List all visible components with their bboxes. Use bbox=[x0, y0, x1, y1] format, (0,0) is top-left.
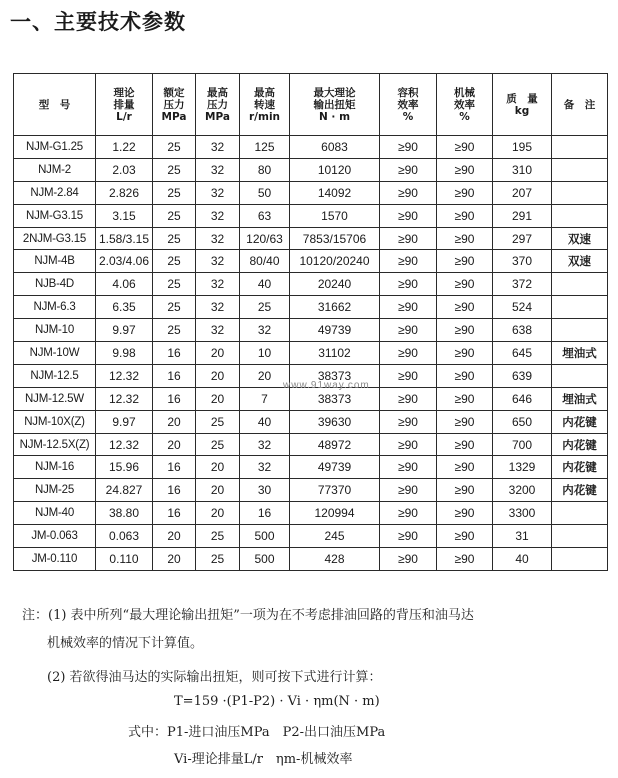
table-cell: 370 bbox=[493, 250, 552, 273]
table-cell: 3300 bbox=[493, 502, 552, 525]
table-cell: 25 bbox=[196, 433, 240, 456]
table-cell: 20 bbox=[196, 342, 240, 365]
table-cell: ≥90 bbox=[437, 364, 493, 387]
table-cell: ≥90 bbox=[380, 525, 437, 548]
table-cell: 40 bbox=[493, 548, 552, 571]
table-cell: ≥90 bbox=[380, 548, 437, 571]
remark-cell bbox=[552, 548, 608, 571]
formula: T=159 ·(P1-P2) · Vi · ηm(N · m) bbox=[174, 694, 380, 709]
table-row bbox=[14, 525, 608, 548]
model-cell: 2NJM-G3.15 bbox=[14, 227, 96, 250]
model-cell: NJM-G1.25 bbox=[14, 136, 96, 159]
table-cell: 310 bbox=[493, 158, 552, 181]
table-cell: 50 bbox=[240, 181, 290, 204]
table-cell: 16 bbox=[153, 479, 196, 502]
table-cell: 16 bbox=[153, 387, 196, 410]
table-cell: 7853/15706 bbox=[290, 227, 380, 250]
table-cell: ≥90 bbox=[380, 158, 437, 181]
model-cell: NJM-4B bbox=[14, 250, 96, 273]
table-cell: 25 bbox=[196, 525, 240, 548]
table-cell: 38373 bbox=[290, 364, 380, 387]
table-cell: 20 bbox=[153, 433, 196, 456]
table-cell: 32 bbox=[240, 433, 290, 456]
table-row bbox=[14, 181, 608, 204]
table-cell: ≥90 bbox=[437, 250, 493, 273]
table-cell: 25 bbox=[153, 296, 196, 319]
model-cell: NJM-G3.15 bbox=[14, 204, 96, 227]
table-cell: 38373 bbox=[290, 387, 380, 410]
model-cell: NJM-10X(Z) bbox=[14, 410, 96, 433]
remark-cell: 双速 bbox=[552, 250, 608, 273]
table-cell: 6083 bbox=[290, 136, 380, 159]
table-cell: 10 bbox=[240, 342, 290, 365]
table-cell: 32 bbox=[196, 204, 240, 227]
table-cell: 20 bbox=[196, 502, 240, 525]
table-cell: 245 bbox=[290, 525, 380, 548]
table-row bbox=[14, 227, 608, 250]
table-cell: ≥90 bbox=[380, 227, 437, 250]
table-cell: 32 bbox=[196, 273, 240, 296]
table-row bbox=[14, 502, 608, 525]
table-cell: ≥90 bbox=[380, 433, 437, 456]
table-cell: 25 bbox=[153, 227, 196, 250]
remark-cell: 内花键 bbox=[552, 479, 608, 502]
table-cell: 32 bbox=[196, 158, 240, 181]
table-row bbox=[14, 319, 608, 342]
table-cell: 25 bbox=[153, 204, 196, 227]
model-cell: NJM-10W bbox=[14, 342, 96, 365]
table-cell: 32 bbox=[196, 319, 240, 342]
table-cell: 195 bbox=[493, 136, 552, 159]
model-cell: NJB-4D bbox=[14, 273, 96, 296]
column-header: 额定 压力 MPa bbox=[153, 74, 196, 136]
table-cell: 20 bbox=[240, 364, 290, 387]
table-cell: 32 bbox=[196, 136, 240, 159]
table-cell: 291 bbox=[493, 204, 552, 227]
table-cell: ≥90 bbox=[437, 204, 493, 227]
remark-cell bbox=[552, 204, 608, 227]
table-cell: 125 bbox=[240, 136, 290, 159]
table-cell: 49739 bbox=[290, 456, 380, 479]
table-cell: 25 bbox=[153, 181, 196, 204]
table-cell: 32 bbox=[240, 319, 290, 342]
model-cell: NJM-10 bbox=[14, 319, 96, 342]
column-header: 型 号 bbox=[14, 74, 96, 136]
table-cell: 77370 bbox=[290, 479, 380, 502]
table-cell: 20 bbox=[153, 548, 196, 571]
table-cell: 20 bbox=[196, 387, 240, 410]
remark-cell: 内花键 bbox=[552, 410, 608, 433]
table-cell: 39630 bbox=[290, 410, 380, 433]
table-cell: 31662 bbox=[290, 296, 380, 319]
table-cell: 32 bbox=[240, 456, 290, 479]
table-cell: ≥90 bbox=[437, 433, 493, 456]
table-cell: ≥90 bbox=[380, 250, 437, 273]
model-cell: NJM-16 bbox=[14, 456, 96, 479]
column-header: 理论 排量 L/r bbox=[96, 74, 153, 136]
table-cell: 1570 bbox=[290, 204, 380, 227]
table-cell: ≥90 bbox=[437, 548, 493, 571]
table-cell: ≥90 bbox=[437, 296, 493, 319]
remark-cell: 双速 bbox=[552, 227, 608, 250]
table-cell: 3.15 bbox=[96, 204, 153, 227]
table-cell: ≥90 bbox=[437, 479, 493, 502]
table-cell: 12.32 bbox=[96, 433, 153, 456]
table-cell: 40 bbox=[240, 410, 290, 433]
table-cell: 3200 bbox=[493, 479, 552, 502]
table-cell: 638 bbox=[493, 319, 552, 342]
table-cell: 25 bbox=[240, 296, 290, 319]
table-row bbox=[14, 296, 608, 319]
table-row bbox=[14, 548, 608, 571]
table-row bbox=[14, 342, 608, 365]
table-cell: 2.03/4.06 bbox=[96, 250, 153, 273]
table-cell: 25 bbox=[153, 319, 196, 342]
remark-cell: 埋油式 bbox=[552, 387, 608, 410]
table-body bbox=[14, 136, 608, 571]
table-cell: 25 bbox=[153, 136, 196, 159]
model-cell: NJM-6.3 bbox=[14, 296, 96, 319]
table-cell: 32 bbox=[196, 296, 240, 319]
table-header-row bbox=[14, 74, 608, 136]
column-header: 备 注 bbox=[552, 74, 608, 136]
table-row bbox=[14, 250, 608, 273]
table-cell: 63 bbox=[240, 204, 290, 227]
table-cell: 49739 bbox=[290, 319, 380, 342]
table-cell: 700 bbox=[493, 433, 552, 456]
formula-where-line-1: 式中：P1-进口油压MPa P2-出口油压MPa bbox=[128, 725, 386, 740]
table-cell: 0.110 bbox=[96, 548, 153, 571]
column-header: 最高 压力 MPa bbox=[196, 74, 240, 136]
table-cell: 30 bbox=[240, 479, 290, 502]
table-cell: 16 bbox=[153, 502, 196, 525]
remark-cell bbox=[552, 158, 608, 181]
table-row bbox=[14, 158, 608, 181]
table-cell: 9.98 bbox=[96, 342, 153, 365]
table-cell: ≥90 bbox=[380, 181, 437, 204]
table-row bbox=[14, 136, 608, 159]
table-cell: ≥90 bbox=[380, 479, 437, 502]
table-cell: ≥90 bbox=[437, 319, 493, 342]
model-cell: JM-0.063 bbox=[14, 525, 96, 548]
table-row bbox=[14, 410, 608, 433]
table-cell: 15.96 bbox=[96, 456, 153, 479]
remark-cell: 埋油式 bbox=[552, 342, 608, 365]
table-cell: 10120/20240 bbox=[290, 250, 380, 273]
table-cell: 25 bbox=[153, 158, 196, 181]
table-cell: 4.06 bbox=[96, 273, 153, 296]
table-cell: 20240 bbox=[290, 273, 380, 296]
table-cell: ≥90 bbox=[380, 136, 437, 159]
table-cell: ≥90 bbox=[380, 319, 437, 342]
table-cell: 38.80 bbox=[96, 502, 153, 525]
remark-cell bbox=[552, 525, 608, 548]
table-cell: 20 bbox=[196, 479, 240, 502]
column-header: 最高 转速 r/min bbox=[240, 74, 290, 136]
table-cell: 6.35 bbox=[96, 296, 153, 319]
model-cell: NJM-12.5X(Z) bbox=[14, 433, 96, 456]
model-cell: NJM-12.5 bbox=[14, 364, 96, 387]
remark-cell bbox=[552, 181, 608, 204]
table-row bbox=[14, 456, 608, 479]
table-cell: ≥90 bbox=[437, 456, 493, 479]
table-cell: ≥90 bbox=[437, 502, 493, 525]
table-cell: 16 bbox=[153, 364, 196, 387]
table-cell: 645 bbox=[493, 342, 552, 365]
note-1-line-1: 注：(1) 表中所列“最大理论输出扭矩”一项为在不考虑排油回路的背压和油马达 bbox=[22, 608, 474, 623]
table-cell: ≥90 bbox=[437, 387, 493, 410]
table-cell: 207 bbox=[493, 181, 552, 204]
table-cell: 48972 bbox=[290, 433, 380, 456]
model-cell: JM-0.110 bbox=[14, 548, 96, 571]
column-header: 质 量 kg bbox=[493, 74, 552, 136]
table-cell: 16 bbox=[153, 342, 196, 365]
formula-where-line-2: Vi-理论排量L/r ηm-机械效率 bbox=[174, 752, 353, 767]
table-cell: 40 bbox=[240, 273, 290, 296]
table-cell: ≥90 bbox=[437, 525, 493, 548]
table-cell: 32 bbox=[196, 181, 240, 204]
table-cell: ≥90 bbox=[380, 502, 437, 525]
table-cell: 9.97 bbox=[96, 319, 153, 342]
table-cell: 20 bbox=[196, 364, 240, 387]
table-cell: 500 bbox=[240, 548, 290, 571]
model-cell: NJM-40 bbox=[14, 502, 96, 525]
table-cell: 0.063 bbox=[96, 525, 153, 548]
table-cell: 2.826 bbox=[96, 181, 153, 204]
table-cell: 16 bbox=[153, 456, 196, 479]
table-cell: ≥90 bbox=[437, 410, 493, 433]
table-cell: 24.827 bbox=[96, 479, 153, 502]
table-cell: 372 bbox=[493, 273, 552, 296]
model-cell: NJM-12.5W bbox=[14, 387, 96, 410]
table-row bbox=[14, 479, 608, 502]
column-header: 机械 效率 % bbox=[437, 74, 493, 136]
table-cell: 428 bbox=[290, 548, 380, 571]
table-cell: 32 bbox=[196, 227, 240, 250]
table-cell: 120994 bbox=[290, 502, 380, 525]
column-header: 容积 效率 % bbox=[380, 74, 437, 136]
note-1-line-2: 机械效率的情况下计算值。 bbox=[47, 636, 204, 651]
table-cell: 12.32 bbox=[96, 387, 153, 410]
table-cell: 16 bbox=[240, 502, 290, 525]
table-row bbox=[14, 204, 608, 227]
model-cell: NJM-2 bbox=[14, 158, 96, 181]
table-cell: ≥90 bbox=[380, 387, 437, 410]
model-cell: NJM-2.84 bbox=[14, 181, 96, 204]
table-cell: 12.32 bbox=[96, 364, 153, 387]
table-cell: 25 bbox=[153, 273, 196, 296]
column-header: 最大理论 输出扭矩 N · m bbox=[290, 74, 380, 136]
section-title: 一、主要技术参数 bbox=[10, 10, 186, 34]
table-cell: 120/63 bbox=[240, 227, 290, 250]
watermark: www.91way.com bbox=[283, 380, 370, 391]
remark-cell bbox=[552, 273, 608, 296]
table-cell: 2.03 bbox=[96, 158, 153, 181]
table-cell: ≥90 bbox=[437, 136, 493, 159]
table-cell: ≥90 bbox=[437, 342, 493, 365]
table-row bbox=[14, 433, 608, 456]
table-cell: 646 bbox=[493, 387, 552, 410]
table-cell: 1329 bbox=[493, 456, 552, 479]
table-cell: 80/40 bbox=[240, 250, 290, 273]
table-cell: 32 bbox=[196, 250, 240, 273]
model-cell: NJM-25 bbox=[14, 479, 96, 502]
table-cell: 650 bbox=[493, 410, 552, 433]
table-cell: ≥90 bbox=[380, 410, 437, 433]
remark-cell bbox=[552, 502, 608, 525]
table-cell: 31 bbox=[493, 525, 552, 548]
table-cell: ≥90 bbox=[380, 456, 437, 479]
remark-cell: 内花键 bbox=[552, 456, 608, 479]
table-cell: 10120 bbox=[290, 158, 380, 181]
table-cell: 7 bbox=[240, 387, 290, 410]
table-cell: 9.97 bbox=[96, 410, 153, 433]
table-cell: 297 bbox=[493, 227, 552, 250]
table-cell: ≥90 bbox=[380, 296, 437, 319]
table-cell: 639 bbox=[493, 364, 552, 387]
remark-cell: 内花键 bbox=[552, 433, 608, 456]
table-cell: ≥90 bbox=[437, 227, 493, 250]
table-cell: 25 bbox=[196, 548, 240, 571]
table-cell: ≥90 bbox=[380, 204, 437, 227]
table-cell: 20 bbox=[153, 525, 196, 548]
remark-cell bbox=[552, 136, 608, 159]
table-cell: ≥90 bbox=[380, 364, 437, 387]
technical-parameters-table bbox=[13, 73, 608, 571]
table-cell: 1.58/3.15 bbox=[96, 227, 153, 250]
table-cell: 25 bbox=[153, 250, 196, 273]
table-cell: ≥90 bbox=[380, 342, 437, 365]
table-cell: 500 bbox=[240, 525, 290, 548]
table-cell: 14092 bbox=[290, 181, 380, 204]
table-cell: 31102 bbox=[290, 342, 380, 365]
table-cell: 25 bbox=[196, 410, 240, 433]
table-cell: ≥90 bbox=[437, 181, 493, 204]
remark-cell bbox=[552, 319, 608, 342]
note-2-line-1: (2) 若欲得油马达的实际输出扭矩，则可按下式进行计算： bbox=[47, 670, 382, 685]
remark-cell bbox=[552, 296, 608, 319]
table-cell: 1.22 bbox=[96, 136, 153, 159]
table-cell: 80 bbox=[240, 158, 290, 181]
table-cell: ≥90 bbox=[380, 273, 437, 296]
table-cell: 20 bbox=[153, 410, 196, 433]
table-cell: ≥90 bbox=[437, 158, 493, 181]
table-cell: 524 bbox=[493, 296, 552, 319]
table-cell: ≥90 bbox=[437, 273, 493, 296]
table-row bbox=[14, 273, 608, 296]
table-cell: 20 bbox=[196, 456, 240, 479]
remark-cell bbox=[552, 364, 608, 387]
